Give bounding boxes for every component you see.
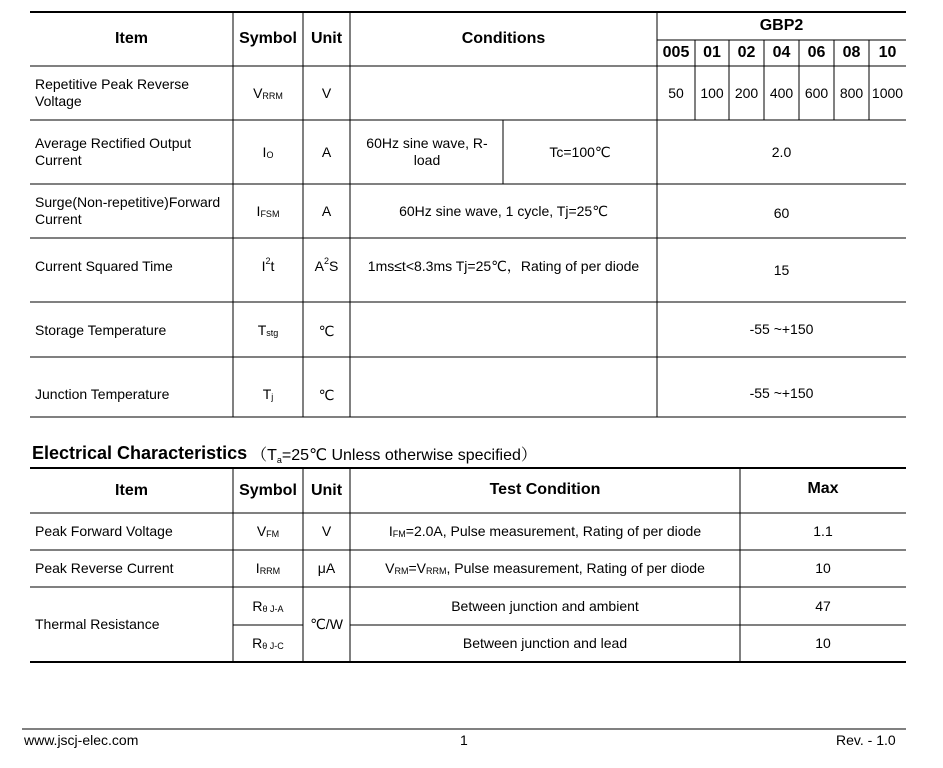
header-variant: 08 bbox=[842, 44, 861, 62]
row-value: 50 bbox=[668, 84, 684, 101]
row-item-label: Peak Reverse Current bbox=[35, 560, 174, 577]
row-max: 10 bbox=[815, 560, 831, 577]
row-item-label: Repetitive Peak Reverse Voltage bbox=[35, 76, 190, 109]
row-symbol: T j bbox=[262, 385, 274, 402]
row-value: 1000 bbox=[871, 84, 904, 101]
row-value: 200 bbox=[734, 84, 759, 101]
row-max: 1.1 bbox=[813, 523, 833, 540]
row-symbol: V FM bbox=[256, 523, 280, 540]
row-value: -55 ~+150 bbox=[749, 321, 814, 338]
row-unit: V bbox=[321, 523, 332, 540]
footer-page-number: 1 bbox=[460, 732, 468, 748]
row-condition: V RM =V RRM , Pulse measurement, Rating of per diode bbox=[385, 560, 705, 577]
row-symbol: T stg bbox=[257, 322, 279, 339]
row-max: 10 bbox=[815, 635, 831, 652]
row-value: -55 ~+150 bbox=[749, 384, 814, 401]
header-symbol: Symbol bbox=[239, 481, 297, 499]
row-symbol: R θ J-C bbox=[252, 635, 284, 652]
row-value: 800 bbox=[839, 84, 864, 101]
row-item-label: Storage Temperature bbox=[35, 322, 167, 339]
row-condition: Between junction and ambient bbox=[451, 597, 639, 614]
row-value: 100 bbox=[700, 84, 724, 101]
header-symbol: Symbol bbox=[239, 30, 297, 48]
row-unit: ℃/W bbox=[310, 616, 343, 633]
row-item-label: Junction Temperature bbox=[35, 385, 170, 402]
row-value: 60 bbox=[773, 204, 790, 221]
row-value: 2.0 bbox=[771, 143, 792, 160]
row-value: 15 bbox=[773, 261, 790, 278]
row-unit: A bbox=[321, 143, 332, 160]
row-condition: 60Hz sine wave, 1 cycle, Tj=25℃ bbox=[399, 202, 608, 219]
row-item-label: Average Rectified Output Current bbox=[35, 135, 192, 168]
row-item-label: Current Squared Time bbox=[35, 257, 173, 274]
row-unit: A 2 S bbox=[314, 255, 339, 274]
header-item: Item bbox=[115, 481, 148, 499]
row-value: 400 bbox=[769, 84, 794, 101]
header-variant: 06 bbox=[807, 44, 826, 62]
header-variant: 005 bbox=[662, 44, 690, 62]
header-variant: 04 bbox=[772, 44, 791, 62]
header-variant: 01 bbox=[703, 44, 721, 62]
row-condition: I FM =2.0A, Pulse measurement, Rating of per diode bbox=[388, 523, 702, 540]
row-item-label: Surge(Non-repetitive)Forward Current bbox=[35, 194, 221, 227]
row-condition: Between junction and lead bbox=[462, 635, 628, 652]
row-symbol: R θ J-A bbox=[252, 597, 284, 614]
section-title-condition: （Ta=25℃ Unless otherwise specified） bbox=[251, 446, 537, 465]
row-value: 600 bbox=[804, 84, 829, 101]
header-max: Max bbox=[807, 479, 839, 497]
section-title-text: Electrical Characteristics bbox=[32, 442, 248, 463]
row-max: 47 bbox=[815, 597, 831, 614]
row-condition: 1ms≤t<8.3ms Tj=25℃，Rating of per diode bbox=[367, 257, 640, 274]
row-unit: μA bbox=[317, 560, 336, 577]
header-variant: 10 bbox=[878, 44, 897, 62]
row-unit: V bbox=[321, 84, 332, 101]
header-item: Item bbox=[115, 30, 148, 48]
header-test-condition: Test Condition bbox=[489, 480, 601, 498]
row-item-label: Thermal Resistance bbox=[35, 616, 160, 633]
row-condition: Tc=100℃ bbox=[549, 143, 611, 160]
row-unit: ℃ bbox=[318, 386, 335, 403]
row-symbol: V RRM bbox=[253, 84, 283, 101]
row-symbol: I 2 t bbox=[261, 255, 275, 274]
header-conditions: Conditions bbox=[461, 30, 546, 48]
header-unit: Unit bbox=[310, 30, 343, 48]
footer-website: www.jscj-elec.com bbox=[24, 732, 139, 748]
header-part-number: GBP2 bbox=[759, 17, 804, 35]
row-symbol: I O bbox=[262, 143, 274, 160]
row-condition: 60Hz sine wave, R-load bbox=[366, 135, 488, 168]
row-item-label: Peak Forward Voltage bbox=[35, 523, 173, 540]
header-unit: Unit bbox=[310, 481, 343, 499]
row-unit: ℃ bbox=[318, 323, 335, 340]
header-variant: 02 bbox=[737, 44, 756, 62]
footer-revision: Rev. - 1.0 bbox=[836, 732, 896, 748]
section-title-electrical bbox=[32, 441, 537, 465]
row-unit: A bbox=[321, 202, 332, 219]
row-symbol: I FSM bbox=[256, 202, 280, 219]
row-symbol: I RRM bbox=[255, 560, 281, 577]
